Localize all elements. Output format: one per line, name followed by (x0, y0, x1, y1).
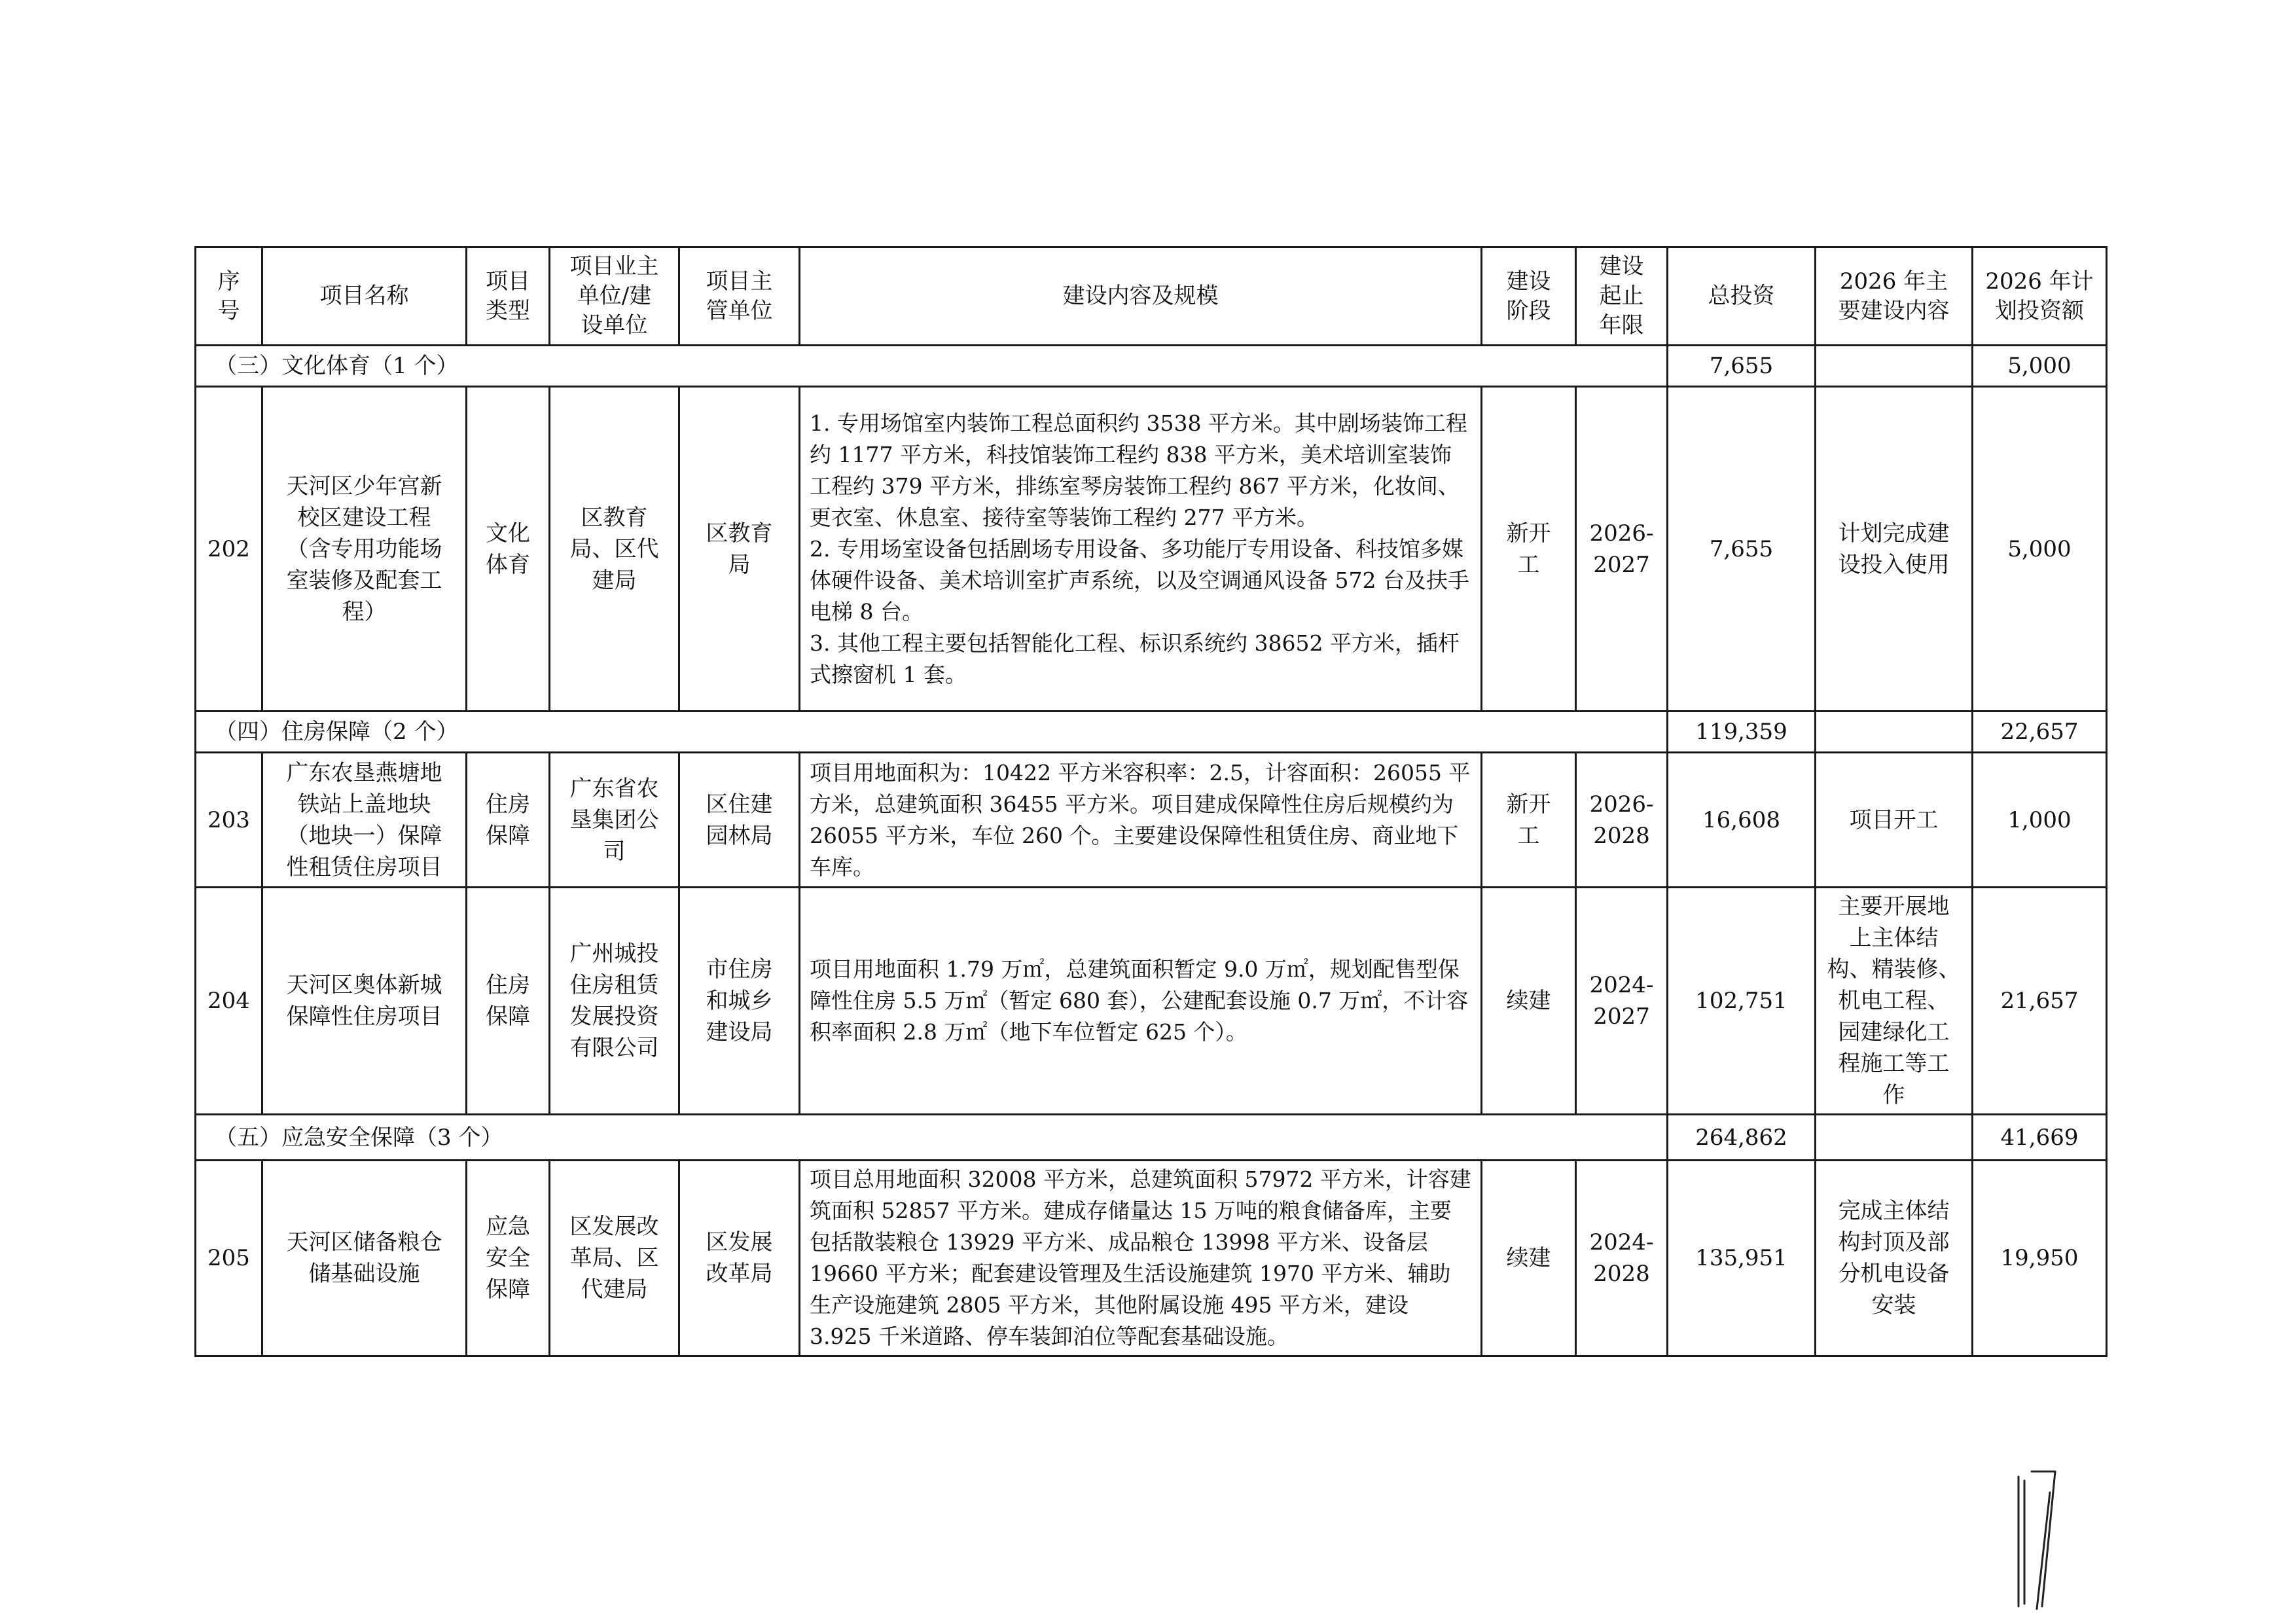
cell-type: 文化 体育 (467, 387, 550, 712)
cell-name: 广东农垦燕塘地 铁站上盖地块 （地块一）保障 性租赁住房项目 (262, 753, 467, 888)
project-table (194, 246, 2108, 1357)
cell-seq: 202 (196, 387, 262, 712)
group-total: 119,359 (1668, 712, 1816, 753)
group-title: （三）文化体育（1 个） (196, 346, 1668, 387)
cell-content: 项目用地面积为：10422 平方米容积率：2.5，计容面积：26055 平方米，总建筑面积 36455 平方米。项目建成保障性住房后规模约为 26055 平方米，车位 260 个。主要建设保障性租赁住房、商业地下车库。 (800, 753, 1482, 888)
header-owner: 项目业主 单位/建 设单位 (550, 247, 679, 346)
header-seq: 序 号 (196, 247, 262, 346)
cell-type: 住房 保障 (467, 753, 550, 888)
cell-period: 2026- 2027 (1576, 387, 1668, 712)
header-period: 建设 起止 年限 (1576, 247, 1668, 346)
table-row (196, 888, 2107, 1115)
header-content: 建设内容及规模 (800, 247, 1482, 346)
group-title: （四）住房保障（2 个） (196, 712, 1668, 753)
cell-stage: 新开 工 (1482, 753, 1576, 888)
cell-name: 天河区奥体新城 保障性住房项目 (262, 888, 467, 1115)
cell-name: 天河区储备粮仓 储基础设施 (262, 1161, 467, 1356)
group-total: 7,655 (1668, 346, 1816, 387)
cell-type: 应急 安全 保障 (467, 1161, 550, 1356)
header-name: 项目名称 (262, 247, 467, 346)
cell-plan2026: 1,000 (1973, 753, 2107, 888)
group-total: 264,862 (1668, 1115, 1816, 1161)
header-row (196, 247, 2107, 346)
cell-main2026: 完成主体结 构封顶及部 分机电设备 安装 (1816, 1161, 1973, 1356)
cell-main2026: 主要开展地 上主体结 构、精装修、 机电工程、 园建绿化工 程施工等工 作 (1816, 888, 1973, 1115)
cell-dept: 区住建 园林局 (679, 753, 800, 888)
cell-dept: 区发展 改革局 (679, 1161, 800, 1356)
cell-plan2026: 19,950 (1973, 1161, 2107, 1356)
cell-seq: 204 (196, 888, 262, 1115)
header-dept: 项目主 管单位 (679, 247, 800, 346)
table-row (196, 387, 2107, 712)
cell-total: 135,951 (1668, 1161, 1816, 1356)
table-row (196, 1161, 2107, 1356)
cell-content: 项目总用地面积 32008 平方米，总建筑面积 57972 平方米，计容建筑面积 52857 平方米。建成存储量达 15 万吨的粮食储备库，主要包括散装粮仓 13929 平方米、成品粮仓 13998 平方米、设备层 19660 平方米；配套建设管理及生活设施建筑 1970 平方米、辅助生产设施建筑 2805 平方米，其他附属设施 495 平方米，建设 3.925 千米道路、停车装卸泊位等配套基础设施。 (800, 1161, 1482, 1356)
group-plan: 22,657 (1973, 712, 2107, 753)
cell-owner: 广州城投 住房租赁 发展投资 有限公司 (550, 888, 679, 1115)
group-empty (1816, 346, 1973, 387)
cell-stage: 新开 工 (1482, 387, 1576, 712)
cell-dept: 市住房 和城乡 建设局 (679, 888, 800, 1115)
header-plan2026: 2026 年计 划投资额 (1973, 247, 2107, 346)
cell-content: 1. 专用场馆室内装饰工程总面积约 3538 平方米。其中剧场装饰工程约 1177 平方米，科技馆装饰工程约 838 平方米，美术培训室装饰工程约 379 平方米，排练室琴房装饰工程约 867 平方米，化妆间、更衣室、休息室、接待室等装饰工程约 277 平方米。 2. 专用场室设备包括剧场专用设备、多功能厅专用设备、科技馆多媒体硬件设备、美术培训室扩声系统，以及空调通风设备 572 台及扶手电梯 8 台。 3. 其他工程主要包括智能化工程、标识系统约 38652 平方米，插杆式擦窗机 1 套。 (800, 387, 1482, 712)
cell-seq: 205 (196, 1161, 262, 1356)
cell-owner: 广东省农 垦集团公 司 (550, 753, 679, 888)
cell-plan2026: 21,657 (1973, 888, 2107, 1115)
cell-owner: 区教育 局、区代 建局 (550, 387, 679, 712)
cell-main2026: 计划完成建 设投入使用 (1816, 387, 1973, 712)
table-row (196, 753, 2107, 888)
cell-type: 住房 保障 (467, 888, 550, 1115)
cell-total: 16,608 (1668, 753, 1816, 888)
cell-stage: 续建 (1482, 1161, 1576, 1356)
group-plan: 41,669 (1973, 1115, 2107, 1161)
cell-owner: 区发展改 革局、区 代建局 (550, 1161, 679, 1356)
cell-main2026: 项目开工 (1816, 753, 1973, 888)
cell-stage: 续建 (1482, 888, 1576, 1115)
group-empty (1816, 1115, 1973, 1161)
cell-period: 2024- 2027 (1576, 888, 1668, 1115)
group-empty (1816, 712, 1973, 753)
cell-total: 102,751 (1668, 888, 1816, 1115)
page-number (2003, 1466, 2062, 1617)
cell-total: 7,655 (1668, 387, 1816, 712)
header-stage: 建设 阶段 (1482, 247, 1576, 346)
group-title: （五）应急安全保障（3 个） (196, 1115, 1668, 1161)
group-plan: 5,000 (1973, 346, 2107, 387)
cell-seq: 203 (196, 753, 262, 888)
cell-period: 2026- 2028 (1576, 753, 1668, 888)
cell-period: 2024- 2028 (1576, 1161, 1668, 1356)
cell-content: 项目用地面积 1.79 万㎡，总建筑面积暂定 9.0 万㎡，规划配售型保障性住房 5.5 万㎡（暂定 680 套），公建配套设施 0.7 万㎡，不计容积率面积 2.8 万㎡（地下车位暂定 625 个）。 (800, 888, 1482, 1115)
header-main2026: 2026 年主 要建设内容 (1816, 247, 1973, 346)
group-row (196, 712, 2107, 753)
header-total: 总投资 (1668, 247, 1816, 346)
group-row (196, 346, 2107, 387)
header-type: 项目 类型 (467, 247, 550, 346)
cell-plan2026: 5,000 (1973, 387, 2107, 712)
cell-name: 天河区少年宫新 校区建设工程 （含专用功能场 室装修及配套工 程） (262, 387, 467, 712)
group-row (196, 1115, 2107, 1161)
cell-dept: 区教育 局 (679, 387, 800, 712)
